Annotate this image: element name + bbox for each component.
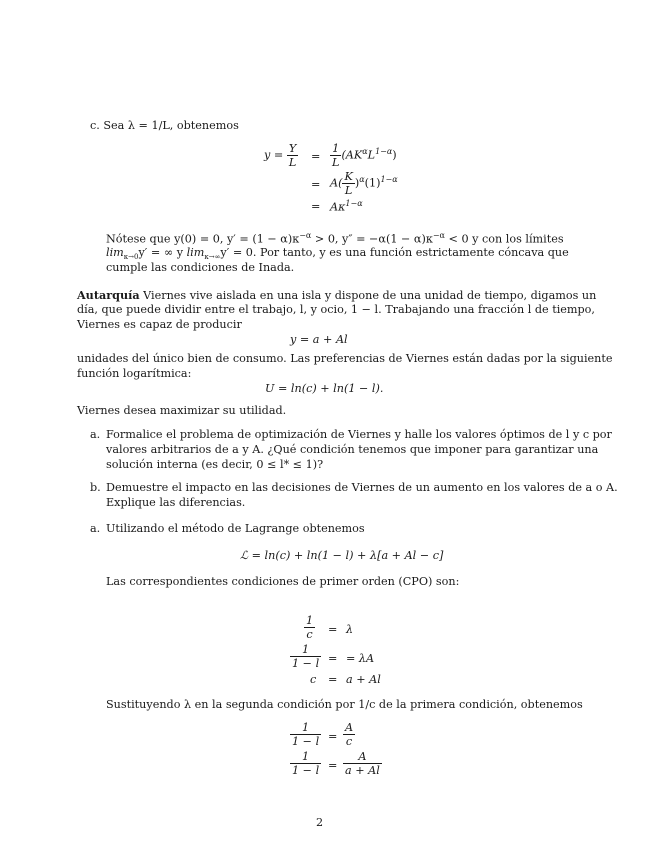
note-l2-sub2: κ→∞ bbox=[204, 253, 221, 262]
eq-r3-exp: 1−α bbox=[345, 199, 363, 208]
eq-r1-end: ) bbox=[392, 148, 397, 162]
question-a-marker: a. bbox=[90, 428, 101, 441]
s1-right-fraction bbox=[343, 721, 355, 748]
subst-row-2-equals: = bbox=[328, 759, 338, 772]
solution-a-intro: Utilizando el método de Lagrange obtenemos bbox=[106, 522, 365, 535]
autarquia-line-6: Viernes desea maximizar su utilidad. bbox=[77, 404, 287, 417]
cpo1-fraction bbox=[304, 614, 315, 641]
eq-equals-3: = bbox=[311, 200, 321, 213]
question-a-line-3: solución interna (es decir, 0 ≤ l* ≤ 1)? bbox=[106, 458, 324, 471]
cpo-row-2-lhs bbox=[290, 643, 321, 670]
eq-r1-fraction bbox=[330, 142, 341, 169]
s1-lnum: 1 bbox=[290, 721, 321, 735]
utility-equation: U = ln(c) + ln(1 − l). bbox=[265, 382, 384, 395]
s2-rden: a + Al bbox=[345, 764, 380, 777]
cpo-row-2-rhs: = λA bbox=[346, 652, 375, 665]
cpo2-num: 1 bbox=[290, 643, 321, 657]
eq-r2-pre: A( bbox=[330, 176, 343, 190]
eq-r1-exp-b: 1−α bbox=[375, 146, 393, 156]
cpo-row-3-rhs: a + Al bbox=[346, 673, 381, 686]
eq-r1-mid: L bbox=[367, 148, 376, 162]
solution-a-marker: a. bbox=[90, 522, 101, 535]
eq-equals-2: = bbox=[311, 178, 321, 191]
note-line-3: cumple las condiciones de Inada. bbox=[106, 261, 295, 274]
note-l2-lim2: lim bbox=[186, 246, 205, 259]
autarquia-line-4: unidades del único bien de consumo. Las preferencias de Viernes están dadas por la siguiente bbox=[77, 352, 613, 365]
production-equation: y = a + Al bbox=[290, 333, 348, 346]
eq-r2-exp-a: α bbox=[359, 174, 365, 184]
autarquia-line-5: función logarítmica: bbox=[77, 367, 192, 380]
eq-r1-den: L bbox=[332, 156, 340, 169]
s2-left-fraction bbox=[290, 750, 321, 777]
eq-lhs: y = bbox=[264, 148, 284, 162]
note-l2-lim1: lim bbox=[106, 246, 124, 259]
cpo-row-2-equals: = bbox=[328, 652, 338, 665]
cpo-row-1-equals: = bbox=[328, 623, 338, 636]
eq-lhs-num: Y bbox=[287, 142, 298, 156]
page-number: 2 bbox=[316, 816, 324, 829]
s1-rden: c bbox=[345, 735, 353, 748]
question-a-line-2: valores arbitrarios de a y A. ¿Qué condición tenemos que imponer para garantizar una bbox=[106, 443, 599, 456]
subst-row-2-rhs bbox=[343, 750, 382, 777]
note-l1-end: < 0 y con los límites bbox=[444, 232, 564, 246]
subst-row-1-lhs bbox=[290, 721, 321, 748]
note-l2-d: y′ = 0. Por tanto, y es una función estrictamente cóncava que bbox=[220, 246, 569, 259]
cpo-row-3-lhs: c bbox=[310, 673, 317, 686]
question-b-line-1: Demuestre el impacto en las decisiones de Viernes de un aumento en los valores de a o A. bbox=[106, 481, 618, 494]
question-a-line-1: Formalice el problema de optimización de Viernes y halle los valores óptimos de l y c por bbox=[106, 428, 612, 441]
eq-r2-num: K bbox=[344, 170, 353, 183]
cpo-text: Las correspondientes condiciones de primer orden (CPO) son: bbox=[106, 575, 460, 588]
autarquia-line-3: Viernes es capaz de producir bbox=[77, 318, 242, 331]
cpo1-num: 1 bbox=[306, 614, 314, 627]
lagrangian-equation: ℒ = ln(c) + ln(1 − l) + λ[a + Al − c] bbox=[240, 549, 444, 562]
part-c-intro-line bbox=[90, 119, 239, 132]
autarquia-l1: Viernes vive aislada en una isla y dispone de una unidad de tiempo, digamos un bbox=[139, 289, 597, 302]
eq-lhs-den: L bbox=[288, 156, 297, 169]
subst-row-2-lhs bbox=[290, 750, 321, 777]
s2-lnum: 1 bbox=[290, 750, 321, 764]
eq-r1-num: 1 bbox=[330, 142, 341, 156]
note-l2-b: y′ = ∞ y bbox=[138, 246, 187, 259]
note-l1-exp2: −α bbox=[432, 231, 445, 240]
s1-rnum: A bbox=[345, 721, 354, 734]
note-l2-sub1: κ→0 bbox=[123, 253, 139, 262]
question-b-line-2: Explique las diferencias. bbox=[106, 496, 246, 509]
part-c-marker: c. bbox=[90, 119, 100, 132]
eq-r2-post: ) bbox=[354, 176, 360, 190]
subst-row-1-equals: = bbox=[328, 730, 338, 743]
cpo2-fraction bbox=[290, 643, 321, 670]
eq-lhs-fraction bbox=[287, 142, 298, 169]
s2-right-fraction bbox=[343, 750, 382, 777]
autarquia-line-2: día, que puede dividir entre el trabajo, l, y ocio, 1 − l. Trabajando una fracción l de tiempo, bbox=[77, 303, 595, 316]
note-l1-mid: > 0, y″ = −α(1 − α)κ bbox=[311, 232, 433, 246]
subst-row-1-rhs bbox=[343, 721, 355, 748]
eq-rhs-2 bbox=[330, 170, 398, 197]
eq-r2-exp-b: 1−α bbox=[380, 174, 398, 184]
eq-r3: Aκ bbox=[330, 200, 346, 214]
note-line-1 bbox=[106, 231, 564, 246]
eq-r2-den: L bbox=[344, 184, 353, 197]
equation-y-row1 bbox=[264, 142, 298, 169]
cpo1-den: c bbox=[306, 628, 313, 641]
eq-r1-a: (AK bbox=[341, 148, 363, 162]
s2-lden: 1 − l bbox=[292, 764, 320, 777]
substitution-text: Sustituyendo λ en la segunda condición por 1/c de la primera condición, obtenemos bbox=[106, 698, 583, 711]
cpo-row-1-lhs bbox=[304, 614, 315, 641]
question-b-marker: b. bbox=[90, 481, 101, 494]
note-line-2 bbox=[106, 246, 569, 261]
s1-lden: 1 − l bbox=[292, 735, 320, 748]
s2-rnum: A bbox=[343, 750, 382, 764]
eq-r2-mid: (1) bbox=[364, 176, 381, 190]
eq-r1-exp-a: α bbox=[362, 146, 368, 156]
autarquia-line-1 bbox=[77, 288, 596, 302]
s1-left-fraction bbox=[290, 721, 321, 748]
eq-r2-fraction bbox=[342, 170, 354, 197]
cpo-row-1-rhs: λ bbox=[346, 623, 354, 636]
cpo2-den: 1 − l bbox=[292, 657, 320, 670]
eq-rhs-3 bbox=[330, 199, 363, 214]
eq-rhs-1 bbox=[330, 142, 397, 169]
note-l1-exp1: −α bbox=[299, 231, 312, 240]
note-l1-a: Nótese que y(0) = 0, y′ = (1 − α)κ bbox=[106, 232, 300, 246]
eq-equals-1: = bbox=[311, 150, 321, 163]
autarquia-heading: Autarquía bbox=[77, 288, 140, 302]
cpo-row-3-equals: = bbox=[328, 673, 338, 686]
part-c-intro: Sea λ = 1/L, obtenemos bbox=[103, 119, 239, 132]
